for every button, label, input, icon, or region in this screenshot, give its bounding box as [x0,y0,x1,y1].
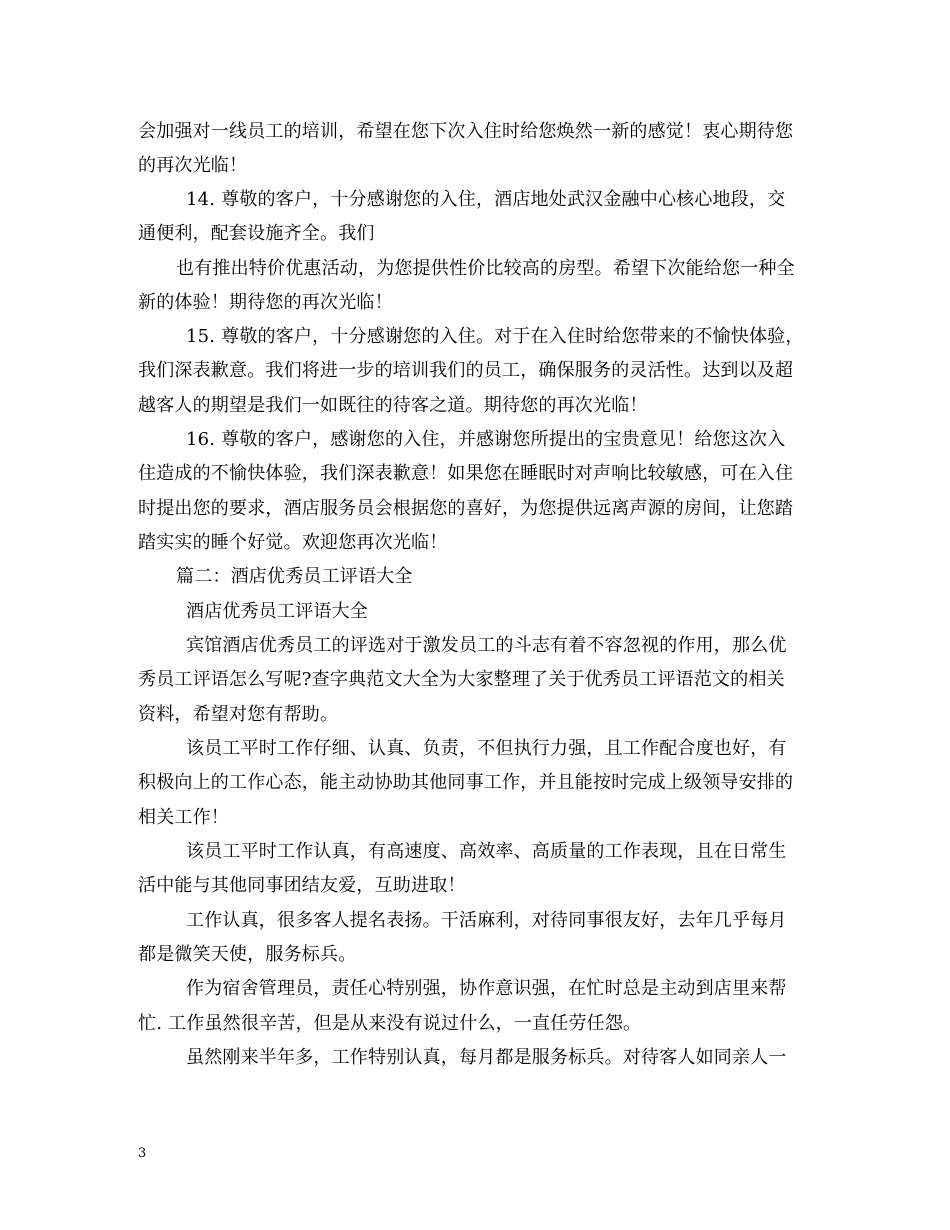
numbered-item-16: 16. 尊敬的客户，感谢您的入住，并感谢您所提出的宝贵意见！给您这次入 [186,429,786,450]
body-text-line: 相关工作！ [138,807,229,828]
body-text-line: 踏实实的睡个好觉。欢迎您再次光临！ [138,532,448,553]
body-text-line: 活中能与其他同事团结友爱，互助进取！ [138,875,466,896]
body-text-line: 该员工平时工作仔细、认真、负责，不但执行力强，且工作配合度也好，有 [186,738,787,759]
page-number: 3 [138,1146,147,1161]
body-text-line: 通便利，配套设施齐全。我们 [138,223,375,244]
body-text-line: 我们深表歉意。我们将进一步的培训我们的员工，确保服务的灵活性。达到以及超 [138,360,794,381]
body-text-line: 新的体验！期待您的再次光临！ [138,292,393,313]
body-text-line: 该员工平时工作认真，有高速度、高效率、高质量的工作表现，且在日常生 [186,841,787,862]
body-text-line: 的再次光临！ [138,155,248,176]
body-text-line: 时提出您的要求，酒店服务员会根据您的喜好，为您提供远离声源的房间，让您踏 [138,498,794,519]
body-text-line: 住造成的不愉快体验，我们深表歉意！如果您在睡眠时对声响比较敏感，可在入住 [138,463,794,484]
body-text-line: 资料，希望对您有帮助。 [138,704,339,725]
body-text-line: 都是微笑天使，服务标兵。 [138,944,357,965]
body-text-line: 宾馆酒店优秀员工的评选对于激发员工的斗志有着不容忽视的作用，那么优 [186,635,787,656]
body-text-line: 也有推出特价优惠活动，为您提供性价比较高的房型。希望下次能给您一种全 [176,258,795,279]
body-text-line: 虽然刚来半年多，工作特别认真，每月都是服务标兵。对待客人如同亲人一 [186,1047,787,1068]
numbered-item-14: 14. 尊敬的客户，十分感谢您的入住，酒店地处武汉金融中心核心地段，交 [186,189,786,210]
numbered-item-15: 15. 尊敬的客户，十分感谢您的入住。对于在入住时给您带来的不愉快体验， [186,326,804,347]
body-text-line: 作为宿舍管理员，责任心特别强，协作意识强，在忙时总是主动到店里来帮 [186,978,787,999]
body-text-line: 工作认真，很多客人提名表扬。干活麻利，对待同事很友好，去年几乎每月 [186,910,787,931]
body-text-line: 积极向上的工作心态，能主动协助其他同事工作，并且能按时完成上级领导安排的 [138,772,794,793]
section-heading: 篇二：酒店优秀员工评语大全 [176,566,413,587]
article-title: 酒店优秀员工评语大全 [186,601,368,622]
body-text-line: 会加强对一线员工的培训，希望在您下次入住时给您焕然一新的感觉！衷心期待您 [138,121,794,142]
body-text-line: 秀员工评语怎么写呢?查字典范文大全为大家整理了关于优秀员工评语范文的相关 [138,669,785,690]
body-text-line: 越客人的期望是我们一如既往的待客之道。期待您的再次光临！ [138,395,648,416]
body-text-line: 忙. 工作虽然很辛苦，但是从来没有说过什么，一直任劳任怨。 [138,1013,642,1034]
